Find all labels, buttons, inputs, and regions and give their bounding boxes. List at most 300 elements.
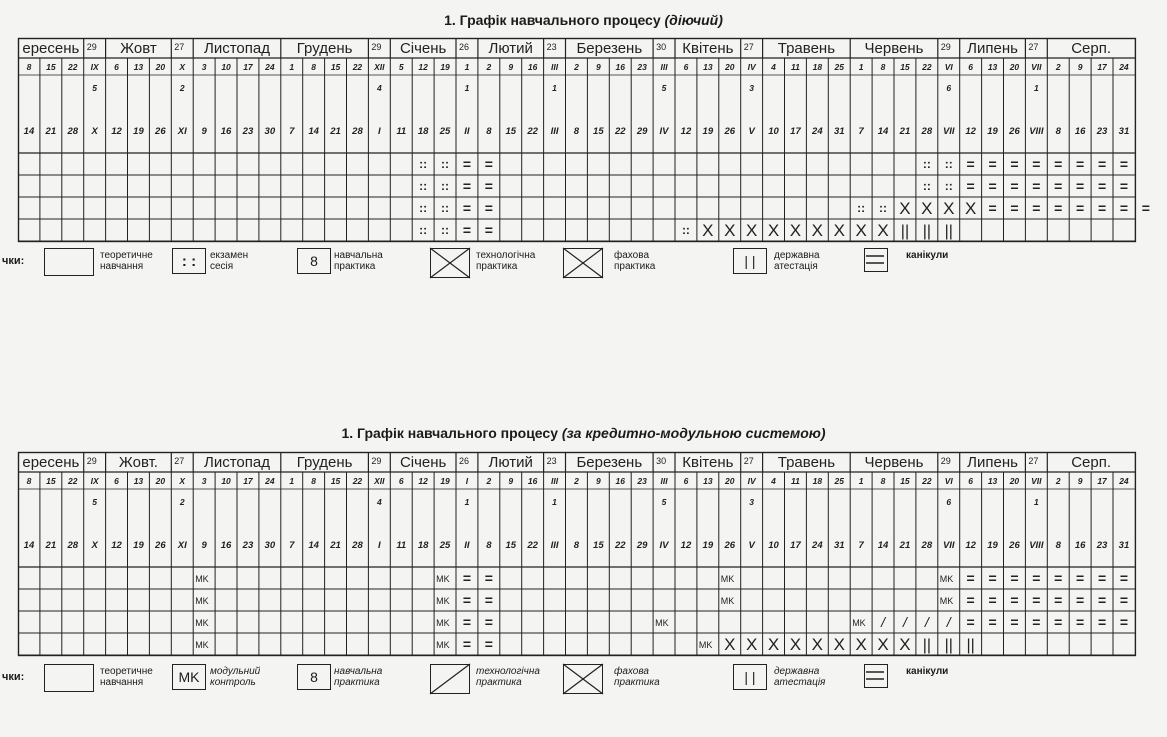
legend-label-line1: фахова (614, 666, 649, 677)
cell-exam-session: :: (419, 201, 428, 215)
month-label: Березень (576, 454, 643, 471)
week-end-label: 26 (155, 126, 166, 137)
cell-vacation: = (1054, 614, 1063, 630)
month-label: Листопад (204, 454, 270, 471)
week-end-label: 23 (242, 540, 254, 551)
week-start-label: 1 (289, 476, 295, 486)
week-end-label: 16 (1074, 126, 1086, 137)
week-start-label: 15 (46, 476, 56, 486)
week-start-label: 9 (595, 476, 601, 486)
week-start-label: 16 (615, 476, 625, 486)
cell-vacation: = (988, 570, 997, 586)
month-label: Червень (864, 40, 924, 57)
week-start-label: 2 (486, 476, 492, 486)
cell-vacation: = (462, 200, 472, 216)
legend-training-practice-box: 8 (297, 664, 331, 690)
week-start-label: 20 (1009, 476, 1020, 486)
cell-vacation: = (988, 178, 997, 194)
legend-label-line2: контроль (210, 677, 256, 688)
cell-exam-session: :: (419, 179, 428, 193)
cell-technological-practice: / (924, 614, 929, 630)
week-end-label: 22 (527, 540, 538, 551)
month-label: Травень (777, 454, 836, 471)
week-start-label: 8 (880, 62, 886, 72)
cell-vacation: = (1032, 156, 1041, 172)
week-start-label: 16 (527, 476, 538, 486)
cell-professional-practice: X (855, 635, 867, 654)
legend-label (210, 666, 260, 688)
legend-label-line1: теоретичне (100, 666, 153, 677)
chart2-legend (0, 664, 1167, 704)
cell-vacation: = (1097, 614, 1107, 630)
cell-vacation: = (1054, 570, 1063, 586)
legend-label-line1: державна (774, 666, 820, 677)
cell-exam-session: :: (944, 157, 953, 171)
week-end-label: 16 (220, 126, 232, 137)
cell-vacation: = (484, 156, 493, 172)
week-start-label: III (660, 476, 668, 486)
cell-vacation: = (1076, 156, 1085, 172)
week-start-label: 8 (26, 62, 32, 72)
week-end-label: 19 (133, 540, 144, 551)
week-end-label: 7 (289, 540, 295, 551)
week-start-label: 11 (791, 62, 800, 72)
week-start-label: III (660, 62, 668, 72)
legend-label-line1: модульний (210, 666, 261, 677)
week-start-label: 13 (703, 62, 713, 72)
week-start-label: 16 (615, 62, 625, 72)
legend-vacation-box (864, 248, 888, 272)
week-start-label: 3 (201, 476, 207, 486)
cell-exam-session: :: (681, 223, 690, 237)
week-end-label: XI (177, 540, 187, 551)
cell-module-control: MK (195, 574, 209, 584)
legend-label (100, 666, 153, 688)
week-start-label: 16 (527, 62, 538, 72)
week-start-label: 9 (1077, 62, 1083, 72)
week-start-label: 15 (900, 476, 910, 486)
legend-label-line1: технологічна (476, 250, 536, 261)
week-start-label: VI (944, 476, 953, 486)
legend-symbol-box: : : (172, 248, 206, 274)
week-end-label: 23 (1096, 126, 1108, 137)
week-start-label: 9 (595, 62, 601, 72)
week-end-label: 11 (396, 540, 407, 551)
week-start-label: 20 (725, 62, 735, 72)
week-start-label: 18 (812, 62, 823, 72)
week-end-label: 10 (768, 126, 779, 137)
week-mid-label: 6 (946, 83, 952, 93)
professional-practice-icon (563, 248, 603, 278)
cell-professional-practice: X (899, 199, 911, 218)
cell-professional-practice: X (877, 635, 889, 654)
month-label: Травень (777, 40, 836, 57)
cell-vacation: = (1097, 178, 1107, 194)
week-start-label: 20 (1009, 62, 1020, 72)
cell-professional-practice: X (833, 221, 845, 240)
month-label: ересень (22, 40, 80, 57)
month-label: Жовт (120, 40, 157, 57)
week-end-label: 15 (593, 540, 604, 551)
cell-vacation: = (1119, 570, 1129, 586)
cell-technological-practice: / (903, 614, 907, 630)
cell-vacation: = (966, 614, 975, 630)
week-end-label: 9 (201, 540, 207, 551)
cell-vacation: = (1076, 592, 1085, 608)
cell-vacation: = (1032, 178, 1041, 194)
cell-state-attestation: || (922, 223, 932, 240)
week-end-label: 14 (308, 540, 319, 551)
month-label: 26 (459, 42, 470, 52)
cell-vacation: = (1076, 178, 1085, 194)
cell-vacation: = (1010, 614, 1019, 630)
cell-module-control: MK (720, 574, 735, 584)
legend-label-line2: практика (476, 677, 522, 688)
chart1-subtitle: (діючий) (664, 12, 723, 28)
month-label: Лютий (488, 454, 533, 471)
week-start-label: 22 (352, 62, 363, 72)
month-label: 27 (174, 42, 185, 52)
week-end-label: I (378, 126, 381, 137)
month-label: Липень (967, 40, 1018, 57)
legend-prefix: чки: (2, 671, 25, 683)
cell-professional-practice: X (855, 221, 867, 240)
week-start-label: 15 (330, 476, 341, 486)
cell-vacation: = (1032, 200, 1041, 216)
cell-state-attestation: || (944, 637, 953, 654)
week-start-label: 22 (352, 476, 363, 486)
week-start-label: 2 (1055, 476, 1061, 486)
month-label: Лютий (488, 40, 533, 57)
week-end-label: 31 (833, 540, 845, 551)
cell-professional-practice: X (789, 221, 802, 240)
cell-vacation: = (988, 156, 997, 172)
week-start-label: 9 (1077, 476, 1083, 486)
week-start-label: 2 (574, 62, 579, 72)
week-end-label: 7 (289, 126, 295, 137)
week-start-label: XII (374, 62, 385, 72)
cell-professional-practice: X (811, 221, 824, 240)
cell-vacation: = (1076, 614, 1085, 630)
legend-label-line2: практика (334, 261, 376, 272)
month-label: Січень (399, 454, 447, 471)
chart2-schedule-table (18, 452, 1135, 654)
week-start-label: III (551, 476, 559, 486)
week-end-label: 14 (877, 126, 889, 137)
week-end-label: 28 (352, 126, 363, 137)
cell-vacation: = (1097, 592, 1107, 608)
legend-label (906, 666, 948, 677)
cell-professional-practice: X (877, 221, 889, 240)
cell-vacation: = (1032, 570, 1041, 586)
legend-prefix: чки: (2, 255, 25, 267)
week-start-label: 1 (858, 476, 864, 486)
cell-vacation: = (966, 178, 975, 194)
week-start-label: 17 (1097, 62, 1107, 72)
cell-vacation: = (988, 200, 997, 216)
cell-vacation: = (966, 156, 975, 172)
chart1-legend (0, 248, 1167, 288)
week-end-label: 15 (505, 540, 517, 551)
week-end-label: 14 (23, 540, 35, 551)
week-mid-label: 3 (749, 497, 755, 507)
cell-module-control: MK (939, 574, 954, 584)
cell-module-control: MK (655, 618, 669, 628)
cell-professional-practice: X (767, 635, 780, 654)
legend-label (614, 250, 655, 272)
month-label: 29 (940, 42, 951, 52)
legend-training-practice-box: 8 (297, 248, 331, 274)
month-label: Грудень (296, 40, 353, 57)
week-end-label: X (91, 126, 98, 137)
cell-professional-practice: X (943, 199, 955, 218)
legend-symbol-box: MK (172, 664, 206, 690)
week-end-label: 29 (636, 126, 648, 137)
week-end-label: 19 (987, 126, 998, 137)
cell-module-control: MK (698, 640, 713, 650)
week-start-label: 1 (464, 62, 470, 72)
month-label: Квітень (682, 40, 734, 57)
chart1-schedule-table (18, 38, 1150, 240)
legend-label-line1: теоретичне (100, 250, 153, 261)
cell-exam-session: :: (419, 223, 428, 237)
legend-label-line1: навчальна (334, 666, 383, 677)
cell-module-control: MK (436, 574, 450, 584)
cell-vacation: = (462, 156, 472, 172)
cell-exam-session: :: (857, 201, 866, 215)
week-start-label: 22 (68, 476, 78, 486)
legend-label-line2: практика (476, 261, 518, 272)
legend-label-line1: навчальна (334, 250, 383, 261)
cell-vacation: = (1010, 592, 1019, 608)
month-label: 30 (656, 456, 667, 466)
week-end-label: 30 (264, 126, 276, 137)
week-mid-label: 1 (552, 497, 557, 507)
cell-vacation: = (1141, 200, 1150, 216)
week-end-label: 25 (439, 540, 451, 551)
week-start-label: VII (1031, 62, 1042, 72)
week-start-label: 2 (1055, 62, 1061, 72)
cell-vacation: = (966, 592, 975, 608)
cell-vacation: = (1119, 200, 1129, 216)
week-start-label: 24 (1119, 476, 1129, 486)
cell-technological-practice: / (946, 614, 951, 630)
month-label: Квітень (682, 454, 734, 471)
cell-professional-practice: X (724, 635, 736, 654)
week-start-label: 25 (834, 476, 844, 486)
week-end-label: 15 (505, 126, 517, 137)
month-label: 29 (371, 456, 382, 466)
legend-label (100, 250, 153, 272)
week-start-label: 22 (922, 476, 932, 486)
week-end-label: 28 (67, 126, 79, 137)
week-end-label: 17 (790, 126, 801, 137)
week-end-label: II (464, 126, 470, 137)
cell-module-control: MK (436, 640, 450, 650)
cell-vacation: = (1010, 570, 1019, 586)
week-end-label: 21 (899, 126, 911, 137)
week-start-label: 1 (858, 62, 864, 72)
legend-label (774, 666, 825, 688)
week-start-label: 6 (398, 476, 404, 486)
cell-vacation: = (462, 592, 472, 608)
week-start-label: 24 (265, 62, 275, 72)
cell-vacation: = (462, 570, 472, 586)
legend-theory-box (44, 248, 94, 276)
cell-professional-practice: X (745, 221, 758, 240)
week-start-label: 19 (440, 476, 450, 486)
week-end-label: XI (177, 126, 187, 137)
week-end-label: 22 (614, 126, 626, 137)
chart2-grid-svg (18, 452, 1135, 654)
week-end-label: 8 (1055, 540, 1061, 551)
vacation-icon (864, 664, 888, 688)
cell-vacation: = (462, 222, 472, 238)
cell-vacation: = (966, 570, 975, 586)
week-end-label: 28 (921, 126, 933, 137)
month-label: 23 (546, 456, 557, 466)
cell-exam-session: :: (441, 157, 450, 171)
professional-practice-icon (563, 664, 603, 694)
week-end-label: 21 (45, 540, 57, 551)
cell-technological-practice: / (881, 614, 885, 630)
week-start-label: 19 (440, 62, 450, 72)
chart2-subtitle: (за кредитно-модульною системою) (561, 425, 826, 441)
week-end-label: VII (942, 540, 955, 551)
week-end-label: 9 (201, 126, 207, 137)
week-start-label: IX (90, 62, 99, 72)
month-label: Січень (399, 40, 447, 57)
month-label: Липень (967, 454, 1018, 471)
month-label: 27 (1028, 456, 1039, 466)
month-label: 29 (86, 42, 97, 52)
cell-vacation: = (484, 636, 493, 652)
week-end-label: III (550, 126, 559, 137)
week-start-label: 25 (834, 62, 844, 72)
cell-vacation: = (1054, 592, 1063, 608)
chart1-title-text: 1. Графік навчального процесу (444, 12, 661, 28)
cell-exam-session: :: (419, 157, 428, 171)
cell-vacation: = (1054, 156, 1063, 172)
month-label: 27 (1028, 42, 1039, 52)
week-start-label: 3 (201, 62, 207, 72)
week-end-label: 26 (724, 126, 736, 137)
week-end-label: 23 (242, 126, 254, 137)
week-start-label: 9 (508, 476, 514, 486)
month-label: 29 (371, 42, 382, 52)
week-start-label: 17 (1097, 476, 1107, 486)
week-end-label: 26 (1009, 540, 1020, 551)
legend-label (906, 250, 948, 261)
week-start-label: 9 (508, 62, 514, 72)
week-start-label: 11 (791, 476, 800, 486)
week-end-label: 19 (702, 540, 714, 551)
week-start-label: X (179, 62, 186, 72)
cell-vacation: = (484, 570, 493, 586)
legend-label-line1: фахова (614, 250, 649, 261)
legend-label (334, 250, 383, 272)
week-end-label: 31 (833, 126, 845, 137)
week-mid-label: 1 (464, 83, 470, 93)
week-start-label: XII (374, 476, 385, 486)
week-end-label: 14 (308, 126, 319, 137)
week-end-label: 8 (573, 540, 580, 551)
week-mid-label: 5 (661, 83, 667, 93)
week-end-label: 22 (614, 540, 626, 551)
week-end-label: 18 (417, 540, 429, 551)
week-start-label: 20 (725, 476, 735, 486)
week-end-label: 16 (220, 540, 232, 551)
week-mid-label: 5 (661, 497, 667, 507)
chart2-title (0, 425, 1167, 441)
week-end-label: 12 (111, 126, 122, 137)
legend-tech-practice-box (430, 664, 470, 694)
week-end-label: 28 (921, 540, 933, 551)
week-end-label: X (91, 540, 98, 551)
cell-vacation: = (1076, 200, 1085, 216)
week-end-label: V (748, 126, 755, 137)
week-end-label: 7 (858, 126, 864, 137)
week-mid-label: 1 (552, 83, 557, 93)
legend-label (476, 666, 540, 688)
week-start-label: 24 (265, 476, 275, 486)
cell-vacation: = (1032, 592, 1041, 608)
cell-module-control: MK (195, 618, 209, 628)
cell-exam-session: :: (944, 179, 953, 193)
cell-vacation: = (462, 636, 472, 652)
week-end-label: 10 (768, 540, 779, 551)
cell-professional-practice: X (921, 199, 933, 218)
month-label: Серп. (1071, 40, 1112, 57)
cell-module-control: MK (436, 618, 450, 628)
week-start-label: 13 (987, 476, 998, 486)
week-start-label: III (551, 62, 559, 72)
week-mid-label: 5 (92, 497, 98, 507)
cell-exam-session: :: (441, 223, 450, 237)
cell-vacation: = (484, 200, 493, 216)
cell-vacation: = (1010, 178, 1019, 194)
week-start-label: 13 (987, 62, 998, 72)
week-end-label: 21 (330, 126, 341, 137)
legend-label-line2: атестація (774, 677, 826, 688)
month-label: 23 (546, 42, 557, 52)
cell-vacation: = (988, 592, 997, 608)
cell-exam-session: :: (922, 179, 931, 193)
week-start-label: 23 (637, 476, 647, 486)
legend-label-line2: практика (614, 677, 660, 688)
week-end-label: 26 (1009, 126, 1020, 137)
week-start-label: X (179, 476, 186, 486)
week-end-label: IV (659, 540, 669, 551)
week-end-label: 14 (23, 126, 35, 137)
cell-vacation: = (1119, 592, 1129, 608)
week-end-label: 24 (812, 540, 823, 551)
cell-vacation: = (1097, 156, 1107, 172)
week-start-label: 6 (683, 62, 689, 72)
week-end-label: 30 (264, 540, 276, 551)
cell-vacation: = (462, 614, 472, 630)
legend-label-line1: екзамен (210, 250, 249, 261)
week-start-label: IV (747, 476, 756, 486)
week-start-label: 18 (812, 476, 823, 486)
week-start-label: 4 (771, 62, 776, 72)
week-end-label: 22 (527, 126, 538, 137)
week-end-label: 8 (1055, 126, 1061, 137)
week-end-label: 23 (1096, 540, 1108, 551)
cell-state-attestation: || (966, 637, 975, 654)
week-start-label: VII (1031, 476, 1042, 486)
legend-professional-practice-box (563, 248, 603, 278)
